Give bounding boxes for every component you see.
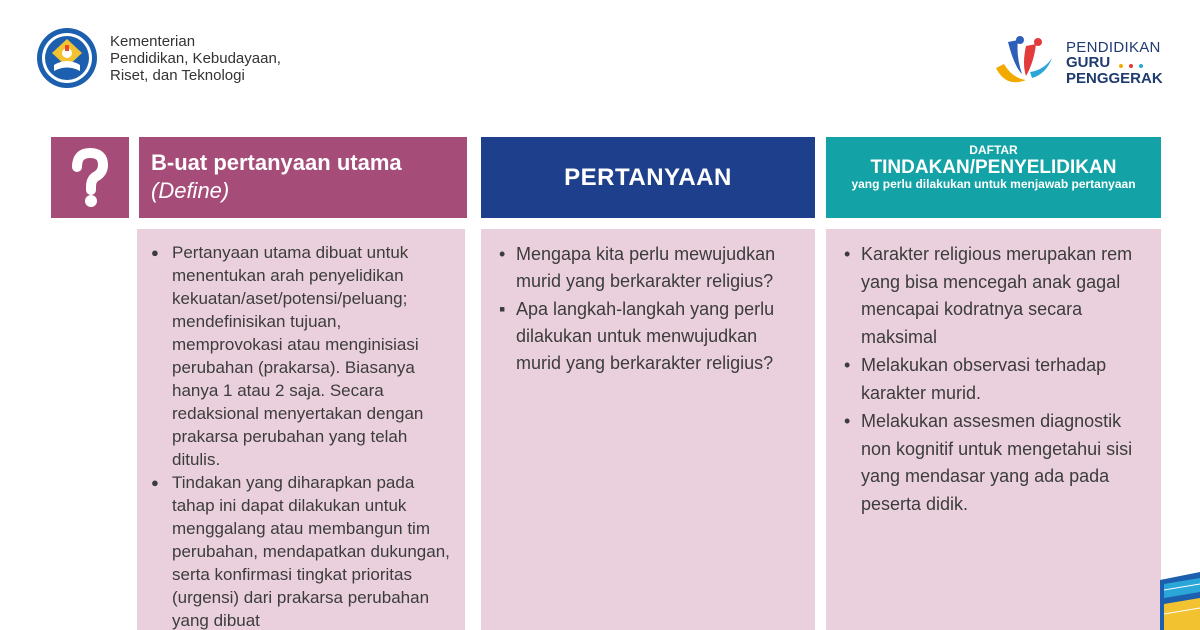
program-line: PENDIDIKAN: [1066, 39, 1161, 56]
program-line: GURU: [1066, 54, 1111, 71]
question-title: PERTANYAAN: [564, 163, 732, 191]
ministry-name: [110, 33, 281, 84]
list-item: • Melakukan observasi terhadap karakter murid.: [838, 352, 1151, 407]
question-icon-box: [51, 137, 129, 218]
actions-title-top: DAFTAR: [969, 143, 1018, 157]
question-content: [481, 229, 815, 630]
list-item: • Melakukan assesmen diagnostik non kognitif untuk mengetahui sisi yang mendasar yang ada pada peserta didik.: [838, 408, 1151, 518]
list-item: ● Pertanyaan utama dibuat untuk menentukan arah penyelidikan kekuatan/aset/potensi/peluang; mendefinisikan tujuan, memprovokasi atau menginisiasi perubahan (prakarsa). Biasanya hanya 1 atau 2 saja. Secara redaksional menyertakan dengan prakarsa perubahan yang telah ditulis.: [151, 241, 453, 471]
question-mark-icon: [51, 137, 129, 218]
actions-content: [826, 229, 1161, 630]
list-item: • Mengapa kita perlu mewujudkan murid yang berkarakter religius?: [493, 241, 803, 295]
question-list: [493, 241, 803, 377]
decorative-corner-icon: [1160, 570, 1200, 630]
program-line: PENGGERAK: [1066, 69, 1163, 87]
ministry-line: Kementerian: [110, 33, 196, 50]
list-item: ▪ Apa langkah-langkah yang perlu dilakukan untuk menwujudkan murid yang berkarakter religius?: [493, 296, 803, 377]
actions-title: TINDAKAN/PENYELIDIKAN: [870, 157, 1117, 178]
define-title: B-uat pertanyaan utama: [151, 150, 402, 175]
list-item: ● Tindakan yang diharapkan pada tahap ini dapat dilakukan untuk menggalang atau membangun tim perubahan, mendapatkan dukungan, serta konfirmasi tingkat prioritas (urgensi) dari prakarsa perubahan yang dibuat: [151, 471, 453, 630]
ministry-line: Riset, dan Teknologi: [110, 67, 245, 84]
define-list: [151, 241, 453, 630]
list-item: • Karakter religious merupakan rem yang bisa mencegah anak gagal mencapai kodratnya secara maksimal: [838, 241, 1151, 351]
kemdikbud-logo-icon: [36, 27, 98, 89]
ministry-line: Pendidikan, Kebudayaan,: [110, 50, 281, 67]
program-dots: [1119, 56, 1149, 71]
actions-header: [826, 137, 1161, 218]
guru-penggerak-logo-icon: [992, 34, 1054, 90]
actions-title-bottom: yang perlu dilakukan untuk menjawab pertanyaan: [851, 177, 1136, 191]
define-header: [139, 137, 467, 218]
question-header: [481, 137, 815, 218]
program-name: [1066, 40, 1163, 86]
actions-list: [838, 241, 1151, 518]
define-subtitle: (Define): [151, 178, 230, 203]
define-content: [137, 229, 465, 630]
